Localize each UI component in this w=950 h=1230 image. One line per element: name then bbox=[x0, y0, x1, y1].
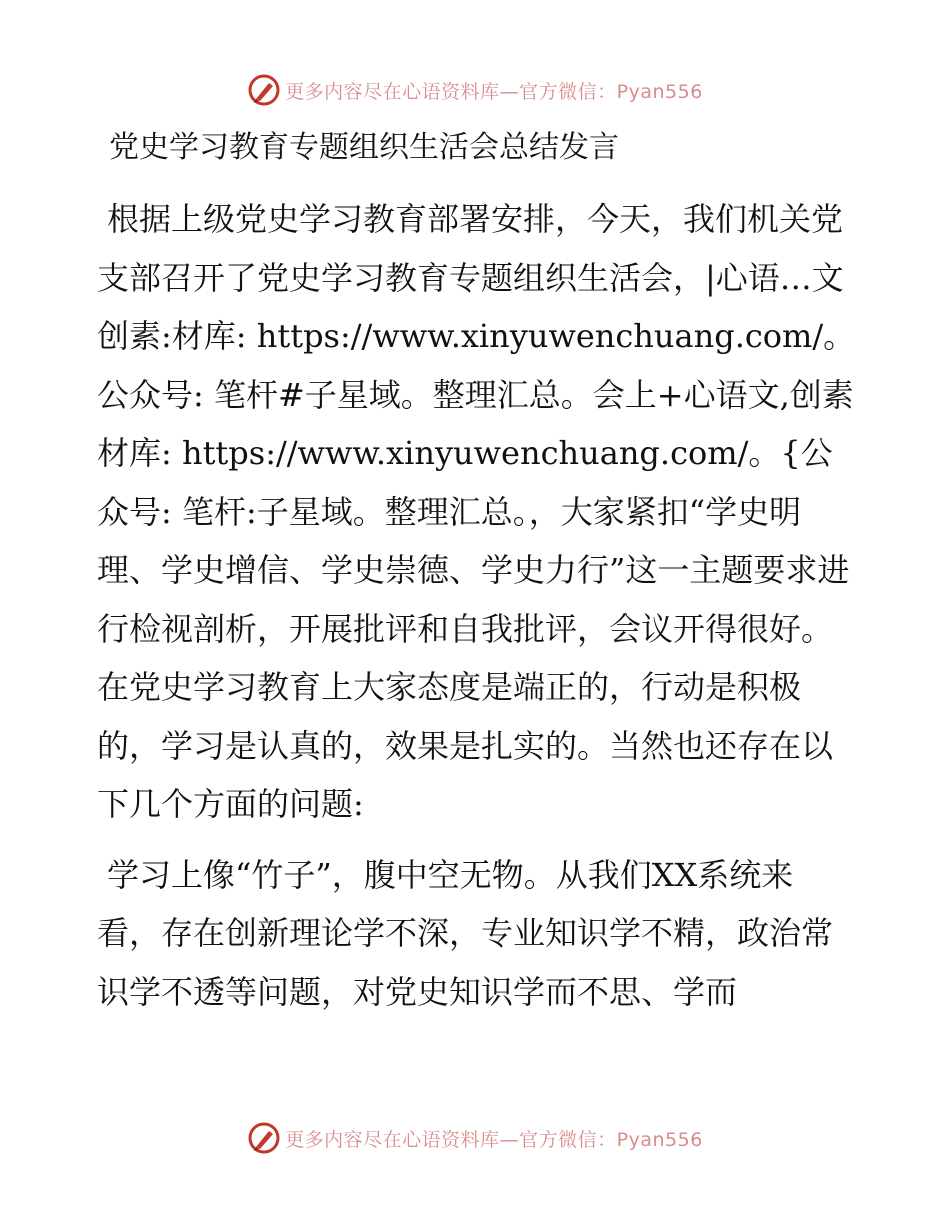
document-body bbox=[97, 120, 857, 1033]
pen-logo-icon bbox=[247, 1121, 281, 1155]
pen-logo-icon bbox=[247, 73, 281, 107]
paragraph-1: 根据上级党史学习教育部署安排，今天，我们机关党支部召开了党史学习教育专题组织生活会，|心语…文创素:材库: https://www.xinyuwenchuang.com/。公众号: 笔杆#子星域。整理汇总。会上+心语文,创素材库: https://www.xinyuwenchuang.com/。{公众号: 笔杆:子星域。整理汇总。，大家紧扣“学史明理、学史增信、学史崇德、学史力行”这一主题要求进行检视剖析，开展批评和自我批评，会议开得很好。在党史学习教育上大家态度是端正的，行动是积极的，学习是认真的，效果是扎实的。当然也还存在以下几个方面的问题: bbox=[97, 200, 856, 823]
document-title: 党史学习教育专题组织生活会总结发言 bbox=[109, 130, 619, 165]
header-watermark-text: 更多内容尽在心语资料库—官方微信：Pyan556 bbox=[285, 80, 703, 103]
footer-watermark-text: 更多内容尽在心语资料库—官方微信：Pyan556 bbox=[285, 1128, 703, 1151]
footer-watermark-banner bbox=[0, 1118, 950, 1158]
header-watermark-banner bbox=[0, 70, 950, 110]
paragraph-2: 学习上像“竹子”，腹中空无物。从我们XX系统来看，存在创新理论学不深，专业知识学不精，政治常识学不透等问题，对党史知识学而不思、学而 bbox=[97, 855, 834, 1011]
